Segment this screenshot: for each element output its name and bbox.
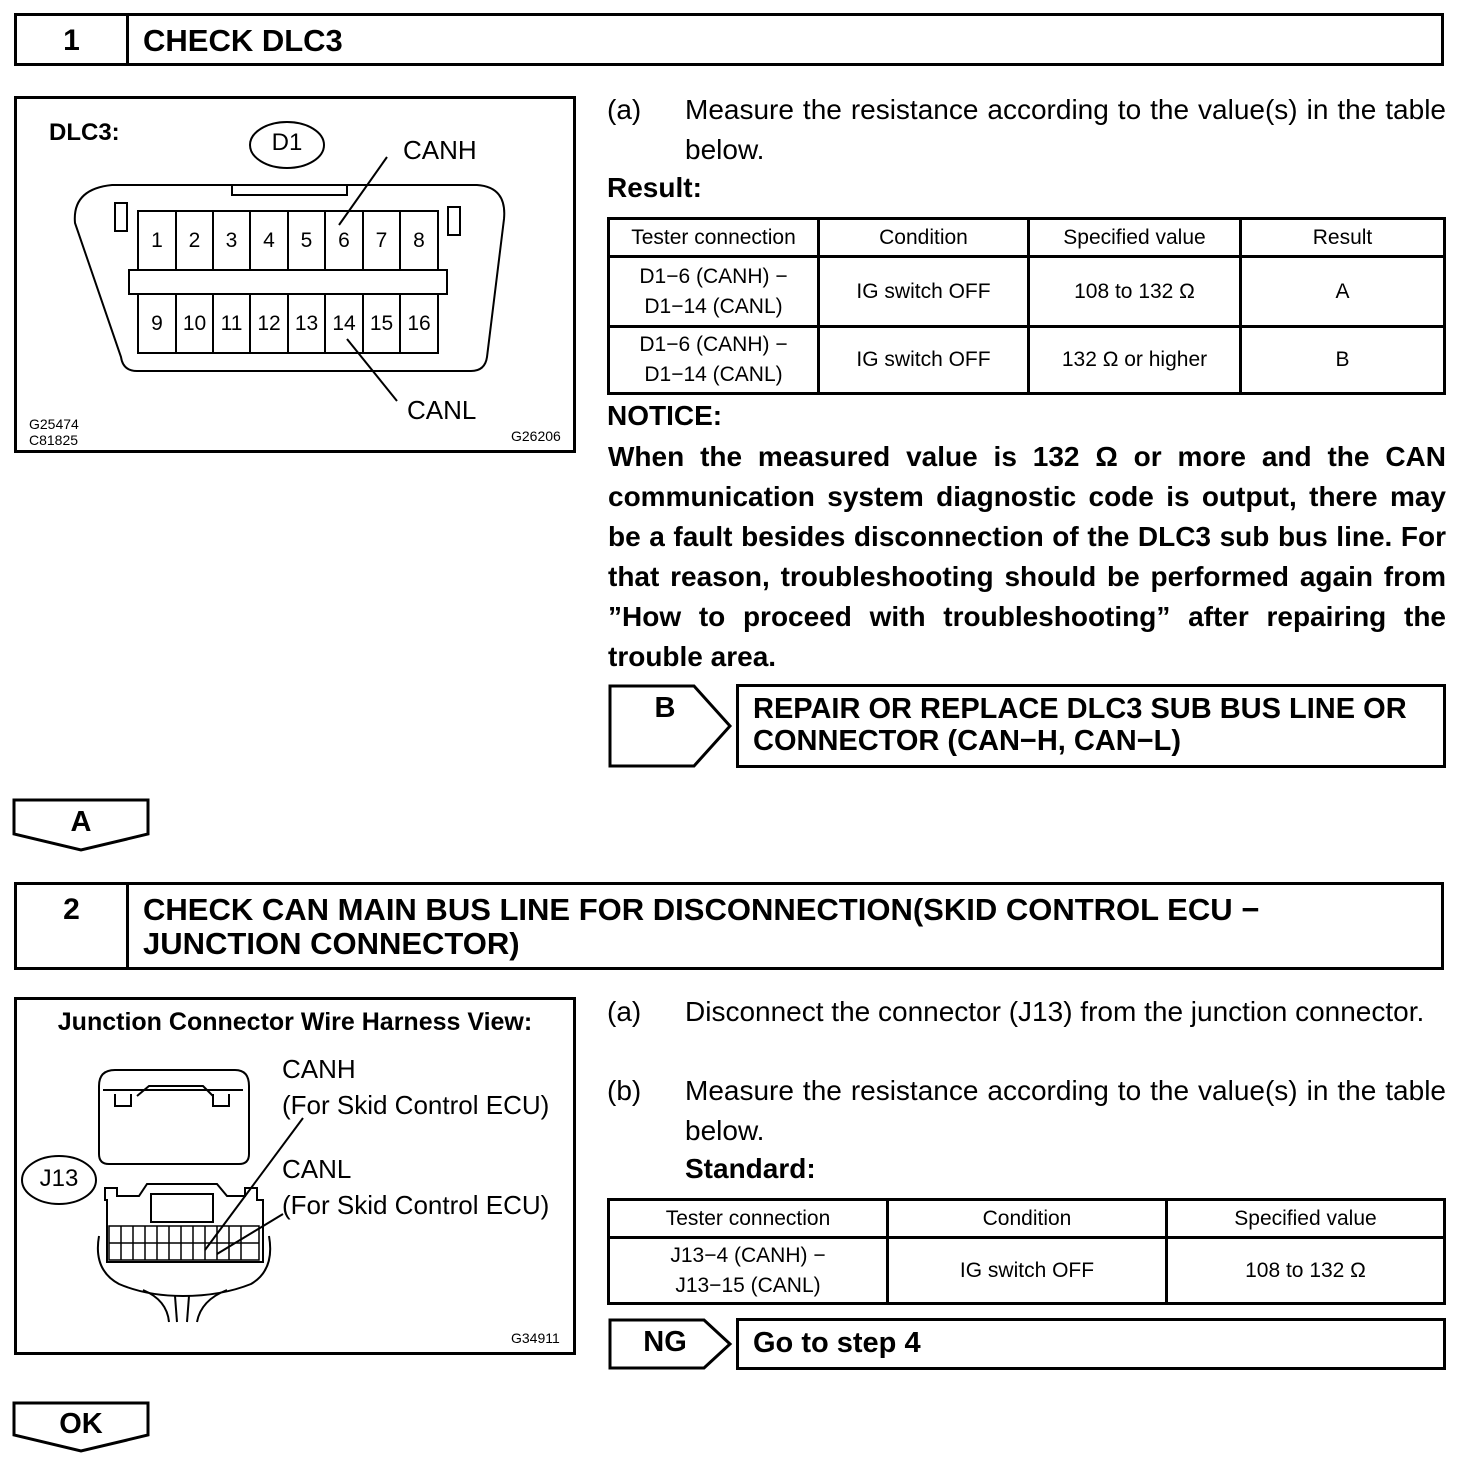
step-1-title: CHECK DLC3: [143, 23, 343, 58]
junction-canl-sub: (For Skid Control ECU): [282, 1190, 550, 1220]
pin-number: 11: [220, 312, 243, 335]
table-header: Result: [1241, 219, 1445, 257]
condition-cell: IG switch OFF: [819, 257, 1029, 327]
pin-number: 9: [151, 312, 163, 335]
junction-j13-label: J13: [39, 1165, 79, 1192]
notice-heading: NOTICE:: [607, 400, 723, 431]
instruction-label: (a): [607, 996, 642, 1027]
pin-number: 5: [300, 229, 313, 252]
pin-number: 2: [188, 229, 201, 252]
instruction-text: Measure the resistance according to the value(s) in the table below.: [685, 1075, 1446, 1146]
specified-value-cell: 108 to 132 Ω: [1167, 1238, 1445, 1304]
wire-harness: [98, 1236, 270, 1296]
table-row: [609, 257, 1445, 327]
dlc3-canl-label: CANL: [407, 395, 477, 425]
branch-b-action: [736, 684, 1446, 768]
table-row: [609, 1238, 1445, 1304]
figure-code: G34911: [511, 1330, 560, 1346]
tester-connection-cell: J13−4 (CANH) − J13−15 (CANL): [609, 1238, 888, 1304]
next-a-label: A: [70, 806, 92, 838]
junction-figure-title: Junction Connector Wire Harness View:: [57, 1008, 533, 1036]
table-header: Condition: [819, 219, 1029, 257]
specified-value-cell: 132 Ω or higher: [1029, 327, 1241, 394]
dlc3-canh-label: CANH: [403, 135, 477, 165]
junction-canh-sub: (For Skid Control ECU): [282, 1090, 550, 1120]
step-2-title-line-2: JUNCTION CONNECTOR): [143, 926, 520, 961]
dlc3-d1-label: D1: [271, 129, 303, 156]
pin-number: 14: [332, 312, 356, 335]
notice-text: When the measured value is 132 Ω or more and the CAN communication system diagnostic code is output, there may be a fault besides disconnection of the DLC3 sub bus line. For that reason, troubleshooting should be performed again from ”How to proceed with troubleshooting” after repairing the trouble area.: [608, 441, 1446, 672]
pin-number: 8: [413, 229, 425, 252]
step-1-result-table: [607, 217, 1446, 395]
figure-code: G26206: [511, 428, 561, 444]
branch-b-label: B: [654, 692, 676, 724]
result-cell: A: [1241, 257, 1445, 327]
table-header: Specified value: [1029, 219, 1241, 257]
junction-connector-figure: [14, 997, 576, 1355]
upper-connector: [99, 1070, 249, 1164]
pin-number: 16: [407, 312, 431, 335]
pin-number: 15: [369, 312, 394, 335]
table-header: Tester connection: [609, 1200, 888, 1238]
dlc3-figure: [14, 96, 576, 453]
table-header: Tester connection: [609, 219, 819, 257]
table-row: [609, 327, 1445, 394]
step-2-title-line-1: CHECK CAN MAIN BUS LINE FOR DISCONNECTION(SKID CONTROL ECU −: [143, 892, 1260, 927]
result-cell: B: [1241, 327, 1445, 394]
step-2-number: 2: [17, 885, 129, 967]
instruction-label: (a): [607, 94, 642, 125]
specified-value-cell: 108 to 132 Ω: [1029, 257, 1241, 327]
branch-ng-action: Go to step 4: [736, 1318, 1446, 1370]
next-ok-label: OK: [59, 1408, 103, 1440]
branch-b-action-line-2: CONNECTOR (CAN−H, CAN−L): [753, 725, 1182, 757]
instruction-text: Disconnect the connector (J13) from the junction connector.: [685, 996, 1425, 1027]
step-2-instruction-b: [607, 1071, 1446, 1151]
pin-number: 13: [294, 312, 319, 335]
step-1-instruction: [607, 90, 1446, 172]
table-header: Specified value: [1167, 1200, 1445, 1238]
pin-number: 10: [182, 312, 207, 335]
result-heading: Result:: [607, 172, 702, 203]
step-2-standard-table: [607, 1198, 1446, 1305]
standard-heading: Standard:: [685, 1153, 816, 1184]
condition-cell: IG switch OFF: [819, 327, 1029, 394]
tester-connection-cell: D1−6 (CANH) − D1−14 (CANL): [609, 327, 819, 394]
pin-number: 1: [151, 229, 163, 252]
pin-number: 6: [338, 229, 350, 252]
pin-number: 7: [375, 229, 388, 252]
branch-ng-label: NG: [643, 1326, 687, 1358]
condition-cell: IG switch OFF: [888, 1238, 1167, 1304]
tester-connection-cell: D1−6 (CANH) − D1−14 (CANL): [609, 257, 819, 327]
step-1-header: [14, 13, 1444, 66]
figure-code: C81825: [29, 432, 79, 448]
step-2-header: [14, 882, 1444, 970]
pin-number: 12: [257, 312, 281, 335]
instruction-text: Measure the resistance according to the value(s) in the table below.: [685, 94, 1446, 165]
figure-code: G25474: [29, 416, 79, 432]
branch-b-action-line-1: REPAIR OR REPLACE DLC3 SUB BUS LINE OR: [753, 693, 1407, 725]
junction-canh-label: CANH: [282, 1054, 356, 1084]
dlc3-label: DLC3:: [49, 119, 120, 146]
step-1-number: 1: [17, 16, 129, 63]
table-header: Condition: [888, 1200, 1167, 1238]
instruction-label: (b): [607, 1075, 642, 1106]
step-2-title: [129, 885, 1441, 967]
pin-number: 4: [263, 229, 275, 252]
junction-canl-label: CANL: [282, 1154, 352, 1184]
pin-number: 3: [225, 229, 238, 252]
step-2-instruction-a: [607, 992, 1446, 1072]
